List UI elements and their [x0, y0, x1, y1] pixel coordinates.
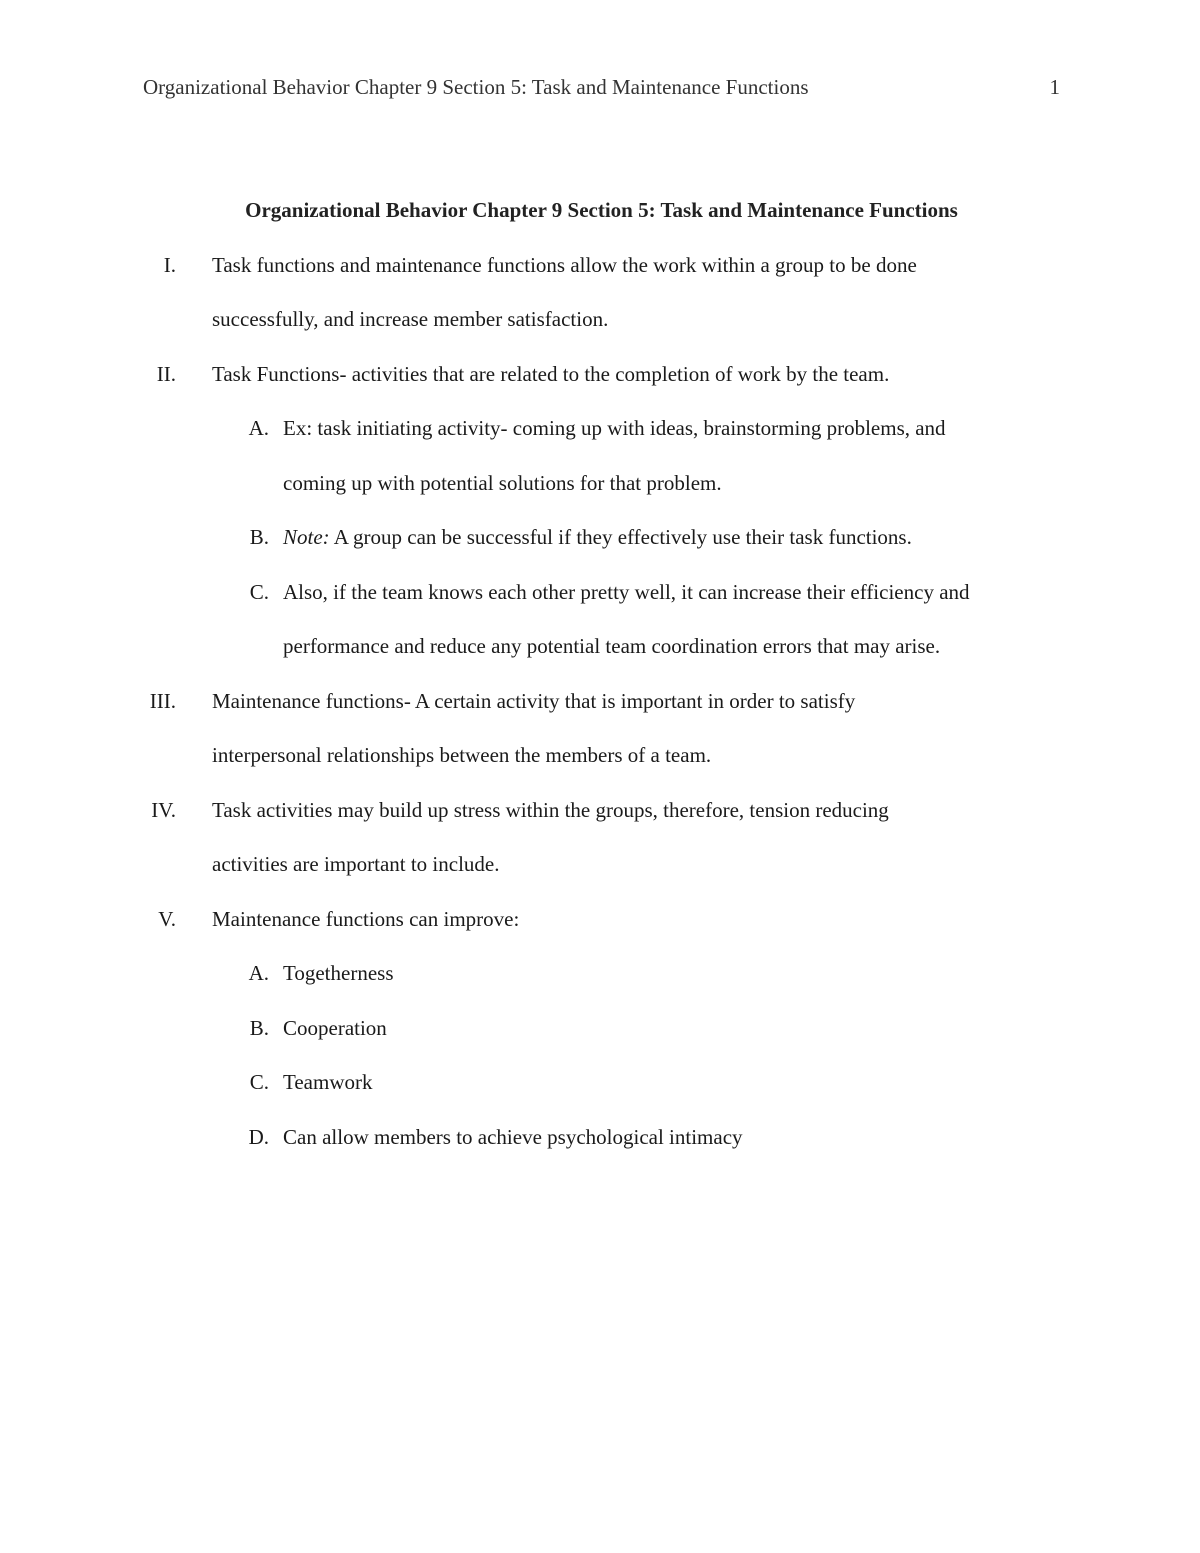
note-text: A group can be successful if they effectively use their task functions.: [329, 525, 912, 549]
document-title: Organizational Behavior Chapter 9 Section 5: Task and Maintenance Functions: [245, 198, 958, 222]
outline-text-line: coming up with potential solutions for that problem.: [283, 470, 722, 495]
outline-text-line: interpersonal relationships between the members of a team.: [212, 743, 712, 767]
outline-text-line: Task Functions- activities that are related to the completion of work by the team.: [212, 361, 890, 386]
outline-text-line: Teamwork: [283, 1070, 373, 1094]
document-body: [143, 183, 1060, 1164]
outline-item-1: [143, 238, 1060, 347]
outline-text-line: successfully, and increase member satisfaction.: [212, 307, 609, 331]
outline-letter: C.: [249, 1070, 269, 1094]
outline-letter: A.: [248, 416, 269, 440]
outline-numeral: IV.: [151, 797, 176, 822]
outline-subitem-2c: [143, 565, 1060, 674]
outline-letter: C.: [249, 579, 269, 604]
outline-subitem-5a: [143, 946, 1060, 1001]
outline-numeral: I.: [163, 252, 176, 277]
outline-letter: D.: [248, 1124, 269, 1149]
outline-numeral: III.: [149, 688, 176, 713]
outline-item-2: [143, 347, 1060, 402]
outline-item-5: [143, 892, 1060, 947]
running-head: Organizational Behavior Chapter 9 Section 5: Task and Maintenance Functions: [143, 75, 809, 99]
outline-subitem-2a: [143, 401, 1060, 510]
outline-numeral: V.: [158, 906, 176, 931]
page-number: 1: [1049, 75, 1060, 99]
outline-text-line: [283, 510, 1060, 565]
outline-subitem-2b: [143, 510, 1060, 565]
outline-letter: B.: [249, 525, 269, 549]
outline-item-3: [143, 674, 1060, 783]
outline-text-line: Maintenance functions can improve:: [212, 906, 520, 931]
outline-text-line: Task activities may build up stress within the groups, therefore, tension reducing: [212, 797, 889, 822]
outline-letter: B.: [249, 1015, 269, 1040]
outline-text-line: Cooperation: [283, 1015, 387, 1040]
outline-text-line: Ex: task initiating activity- coming up with ideas, brainstorming problems, and: [283, 416, 946, 440]
outline-text-line: Togetherness: [283, 961, 394, 985]
outline-letter: A.: [248, 961, 269, 985]
outline-text-line: Task functions and maintenance functions allow the work within a group to be done: [212, 252, 917, 277]
outline-subitem-5d: [143, 1110, 1060, 1165]
outline-text-line: Can allow members to achieve psychological intimacy: [283, 1124, 743, 1149]
note-label: Note:: [283, 525, 330, 549]
outline-numeral: II.: [156, 361, 176, 386]
outline-text-line: activities are important to include.: [212, 852, 500, 876]
outline-text-line: Also, if the team knows each other pretty well, it can increase their efficiency and: [283, 579, 970, 604]
page-header: [143, 72, 1060, 102]
outline-subitem-5b: [143, 1001, 1060, 1056]
outline-subitem-5c: [143, 1055, 1060, 1110]
outline-text-line: performance and reduce any potential team coordination errors that may arise.: [283, 634, 941, 658]
outline-text-line: Maintenance functions- A certain activity that is important in order to satisfy: [212, 688, 856, 713]
outline-item-4: [143, 783, 1060, 892]
